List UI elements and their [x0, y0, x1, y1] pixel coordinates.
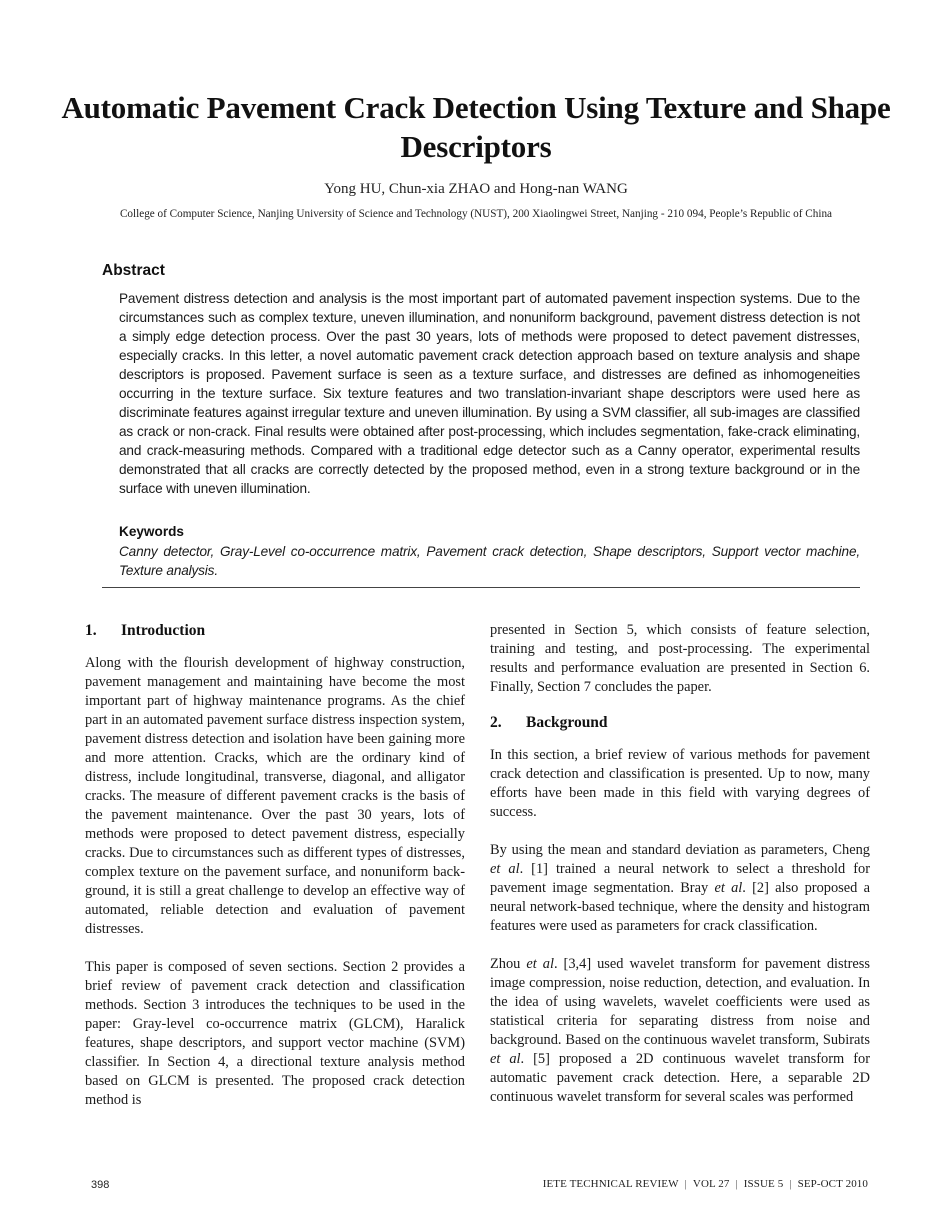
paragraph: Along with the flourish development of highway construction, pavement management and maintaining have become the most important part of highway maintenance programs. As the chief part in an automated pavement surface distress inspection system, pavement distress detection and isolation have been gaining more and more attention. Cracks, which are the ordinary kind of distress, include longitudinal, transverse, diagonal, and alligator cracks. The measure of different pavement cracks is the basis of the pavement maintenance. Over the past 30 years, lots of methods were proposed to detect pavement distress, especially cracks. Due to circumstances such as different types of distresses, complex texture on the pavement surface, and nonuniform background, it is still a great challenge to develop an effective way of automated, reliable detection and evaluation of pavement distresses. — [85, 655, 465, 937]
journal-issue: ISSUE 5 — [743, 1178, 784, 1190]
author-list: Yong HU, Chun-xia ZHAO and Hong-nan WANG — [324, 181, 628, 197]
abstract-heading: Abstract — [102, 262, 165, 279]
text-run: Zhou — [490, 956, 527, 972]
paper-title: Automatic Pavement Crack Detection Using Texture and Shape Descriptors — [61, 90, 891, 164]
abstract-body: Pavement distress detection and analysis is the most important part of automated pavement inspection systems. Due to the circumstances such as complex texture, uneven illumination, and nonuniform background, pavement distress detection is not a simply edge detection process. Over the past 30 years, lots of methods were proposed to detect pavement distresses, especially cracks. In this letter, a novel automatic pavement crack detection approach based on texture analysis and shape descriptors is proposed. Pavement surface is seen as a texture surface, and distresses are defined as inhomogeneities occurring in the texture surface. Six texture features and two translation-invariant shape descriptors were used here as discriminate features against irregular texture and uneven illumination. By using a SVM classifier, all sub-images are classified as crack or non-crack. Final results were obtained after post-processing, which includes segmentation, fake-crack eliminating, and crack-measuring methods. Compared with a traditional edge detector such as a Canny operator, experimental results demonstrated that all cracks are correctly detected by the proposed method, even in a strong texture background or in the surface with uneven illumination. — [119, 291, 860, 496]
journal-date: SEP-OCT 2010 — [797, 1178, 868, 1190]
text-run: . [1] trained a neural network to select a threshold for pavement image segmentation. Bray — [490, 861, 870, 896]
text-run: . [2] also proposed a neural network-based technique, where the density and histogram features were used as parameters for crack classification. — [490, 880, 871, 934]
journal-name: IETE TECHNICAL REVIEW — [542, 1178, 679, 1190]
keywords-body: Canny detector, Gray-Level co-occurrence matrix, Pavement crack detection, Shape descriptors, Support vector machine, Texture analysis. — [119, 544, 860, 578]
keywords-heading: Keywords — [119, 524, 184, 539]
citation-etal: et al — [714, 880, 743, 896]
text-run: By using the mean and standard deviation as parameters, Cheng — [490, 842, 870, 858]
citation-etal: et al — [490, 1051, 521, 1067]
abstract-divider — [102, 587, 860, 588]
section-heading-introduction — [85, 621, 465, 641]
paragraph: presented in Section 5, which consists of feature selection, training and testing, and post-processing. The experimental results and performance evaluation are presented in Section 6. Finally, Section 7 concludes the paper. — [490, 622, 870, 695]
paragraph: In this section, a brief review of various methods for pavement crack detection and classification is presented. Up to now, many efforts have been made in this field with varying degrees of success. — [490, 747, 870, 820]
journal-volume: VOL 27 — [692, 1178, 730, 1190]
section-number: 1. — [85, 622, 97, 639]
paragraph — [490, 841, 870, 936]
page-number: 398 — [91, 1179, 110, 1191]
section-number: 2. — [490, 714, 502, 731]
paragraph: This paper is composed of seven sections. Section 2 provides a brief review of pavement crack detection and classification methods. Section 3 introduces the techniques to be used in the paper: Gray-level co-occurrence matrix (GLCM), Haralick features, shape descriptors, and support vector machine (SVM) classifier. In Section 4, a directional texture analysis method based on GLCM is presented. The proposed crack detection method is — [85, 959, 465, 1108]
author-affiliation: College of Computer Science, Nanjing University of Science and Technology (NUST), 200 Xiaolingwei Street, Nanjing - 210 094, People’s Republic of China — [119, 208, 833, 220]
footer-separator: | — [735, 1178, 738, 1190]
citation-etal: et al — [490, 861, 520, 877]
text-run: . [3,4] used wavelet transform for pavement distress image compression, noise reduction, detection, and evaluation. In the idea of using wavelets, wavelet coefficients were used as statistical criteria for separating distress from noise and background. Based on the continuous wavelet transform, Subirats — [490, 956, 870, 1048]
text-run: . [5] proposed a 2D continuous wavelet transform for automatic pavement crack detection. Here, a separable 2D continuous wavelet transform for several scales was performed — [490, 1051, 870, 1105]
footer-separator: | — [684, 1178, 687, 1190]
section-title: Introduction — [121, 622, 206, 639]
footer-separator: | — [789, 1178, 792, 1190]
section-title: Background — [526, 714, 608, 731]
right-column — [490, 621, 870, 1107]
citation-etal: et al — [526, 956, 554, 972]
section-heading-background — [490, 713, 870, 733]
journal-footer — [543, 1178, 868, 1190]
left-column — [85, 621, 465, 1110]
paragraph — [490, 955, 870, 1107]
